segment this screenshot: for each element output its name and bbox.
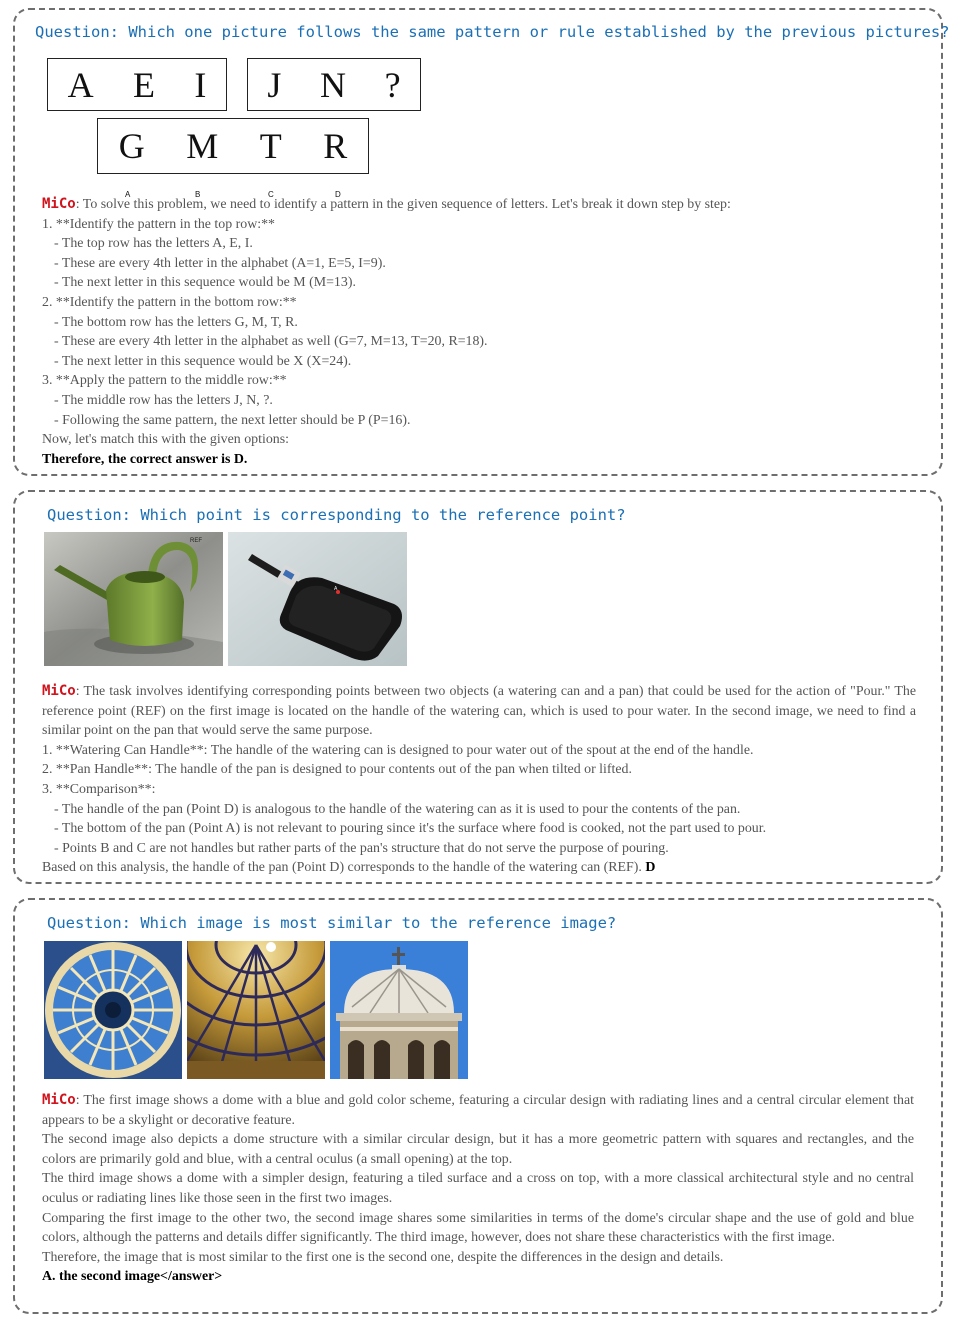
question-panel-2 <box>13 490 943 884</box>
letter: J <box>267 64 282 105</box>
letter: N <box>320 64 346 105</box>
response-line: - The next letter in this sequence would be M (M=13). <box>54 275 356 291</box>
top-row-box-right <box>247 58 421 111</box>
letter: A <box>67 64 94 105</box>
dome-image-2 <box>187 941 325 1079</box>
model-response <box>42 682 916 878</box>
conclusion: Based on this analysis, the handle of the pan (Point D) corresponds to the handle of the watering can (REF). <box>42 860 642 876</box>
response-line: - Points B and C are not handles but rather parts of the pan's structure that do not serve the purpose of pouring. <box>54 840 669 856</box>
letter: I <box>194 64 207 105</box>
response-line: - The next letter in this sequence would be X (X=24). <box>54 353 352 369</box>
model-response <box>42 195 912 469</box>
option-label: B <box>195 190 201 199</box>
option-letter: G <box>118 126 145 166</box>
question-text: Question: Which one picture follows the same pattern or rule established by the previous pictures? <box>35 23 950 41</box>
response-line: - The top row has the letters A, E, I. <box>54 236 253 252</box>
response-line: - The bottom row has the letters G, M, T, R. <box>54 314 298 330</box>
model-name: MiCo <box>42 1092 76 1108</box>
options-box <box>97 118 369 174</box>
response-line: - The handle of the pan (Point D) is analogous to the handle of the watering can as it is used to pour the contents of the pan. <box>54 801 741 817</box>
watering-can-image <box>44 532 223 666</box>
response-line: 1. **Watering Can Handle**: The handle of the watering can is designed to pour water out of the spout at the end of the handle. <box>42 742 754 758</box>
model-response <box>42 1091 914 1287</box>
response-line: 3. **Comparison**: <box>42 781 156 797</box>
response-paragraph: The second image also depicts a dome structure with a similar circular design, but it has a more geometric pattern with squares and rectangles, and the colors are primarily gold and blue, with a central oculus (a small opening) at the top. <box>42 1132 914 1167</box>
option-label: A <box>125 190 131 199</box>
response-line: - These are every 4th letter in the alphabet (A=1, E=5, I=9). <box>54 255 386 271</box>
response-line: 1. **Identify the pattern in the top row:** <box>42 216 276 232</box>
response-line: - The middle row has the letters J, N, ?. <box>54 392 273 408</box>
option-letter: M <box>186 126 219 166</box>
model-name: MiCo <box>42 196 76 212</box>
response-intro: : The first image shows a dome with a blue and gold color scheme, featuring a circular design with radiating lines and a central circular element that appears to be a skylight or decorative feature. <box>42 1093 914 1128</box>
final-answer: A. the second image</answer> <box>42 1269 223 1285</box>
dome-image-3 <box>330 941 468 1079</box>
response-intro: : The task involves identifying corresponding points between two objects (a watering can and a pan) that could be used for the action of "Pour." The reference point (REF) on the first image is located on the handle of the watering can, which is used to pour water. In the second image, we need to find a similar point on the pan that would serve the same purpose. <box>42 684 916 739</box>
option-label: C <box>268 190 274 199</box>
model-name: MiCo <box>42 683 76 699</box>
response-line: - The bottom of the pan (Point A) is not relevant to pouring since it's the surface where food is cooked, not the part used to pour. <box>54 821 767 837</box>
letter: ? <box>384 64 401 105</box>
question-text: Question: Which point is corresponding to the reference point? <box>47 506 626 524</box>
top-row-box <box>47 58 227 111</box>
response-line: Now, let's match this with the given options: <box>42 432 289 448</box>
response-line: - Following the same pattern, the next letter should be P (P=16). <box>54 412 411 428</box>
response-line: 2. **Pan Handle**: The handle of the pan is designed to pour contents out of the pan when tilted or lifted. <box>42 762 632 778</box>
pan-image <box>228 532 407 666</box>
question-panel-3 <box>13 898 943 1314</box>
response-line: 2. **Identify the pattern in the bottom row:** <box>42 294 297 310</box>
option-letter: R <box>323 126 348 166</box>
response-paragraph: Therefore, the image that is most similar to the first one is the second one, despite the differences in the design and details. <box>42 1249 724 1265</box>
response-line: - These are every 4th letter in the alphabet as well (G=7, M=13, T=20, R=18). <box>54 334 488 350</box>
option-label: D <box>335 190 341 199</box>
point-label: A <box>334 586 338 592</box>
response-line: 3. **Apply the pattern to the middle row:** <box>42 373 287 389</box>
final-answer: D <box>645 860 656 876</box>
dome-image-1 <box>44 941 182 1079</box>
option-letter: T <box>259 126 282 166</box>
question-text: Question: Which image is most similar to the reference image? <box>47 914 617 932</box>
ref-marker: REF <box>190 538 202 544</box>
letter: E <box>132 64 155 105</box>
response-paragraph: Comparing the first image to the other two, the second image shares some similarities in terms of the dome's circular shape and the use of gold and blue colors, although the patterns and details differ significantly. The third image, however, does not share these characteristics with the first image. <box>42 1210 914 1246</box>
question-panel-1 <box>13 8 950 476</box>
response-intro: : To solve this problem, we need to identify a pattern in the given sequence of letters. Let's break it down step by step: <box>75 197 731 212</box>
final-answer: Therefore, the correct answer is D. <box>42 451 248 467</box>
response-paragraph: The third image shows a dome with a simpler design, featuring a tiled surface and a cross on top, with a more classical architectural style and no central oculus or radiating lines like those seen in the first two images. <box>42 1171 914 1206</box>
